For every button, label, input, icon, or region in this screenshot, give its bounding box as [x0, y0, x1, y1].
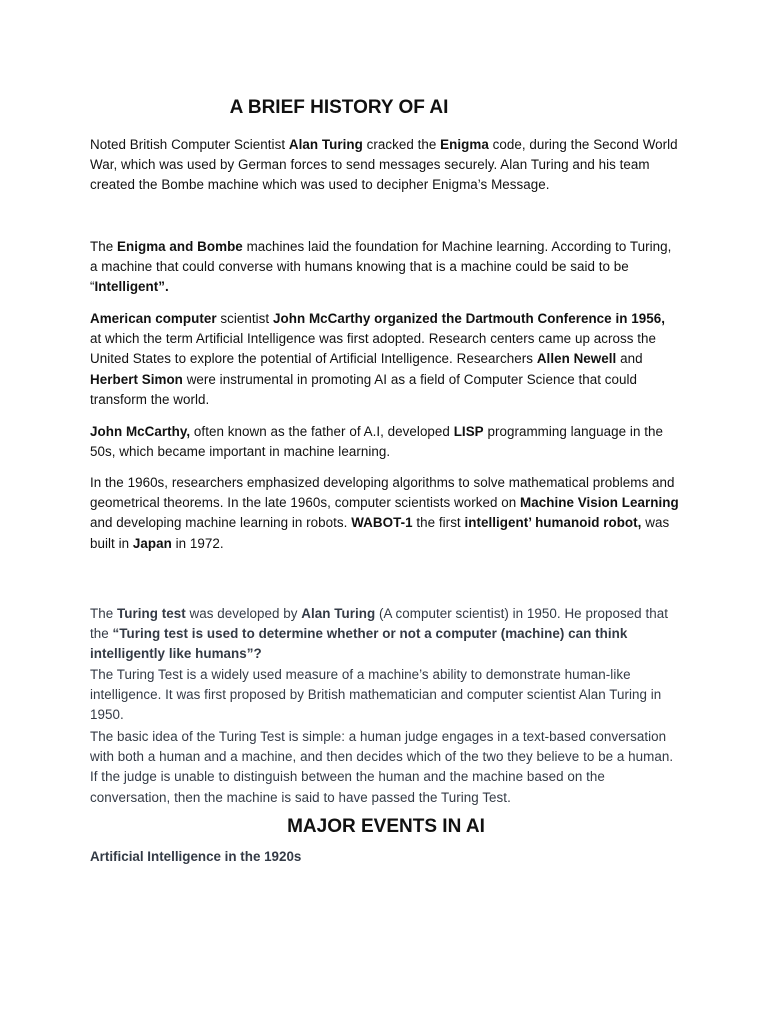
subheading-1920s: Artificial Intelligence in the 1920s: [90, 849, 302, 864]
bold-run: Alan Turing: [301, 606, 376, 621]
bold-run: WABOT-1: [351, 515, 413, 531]
text-run: scientist: [216, 311, 273, 326]
text-run: (A computer scientist) in 1950. He proposed that the: [90, 606, 668, 642]
text-run: often known as the father of A.I, developed: [190, 424, 454, 439]
text-run: and: [616, 351, 643, 367]
text-run: was developed by: [185, 606, 302, 621]
bold-run: Allen Newell: [536, 351, 617, 367]
bold-run: “Turing test is used to determine whether or not a computer (machine) can think intelligently like humans”?: [90, 626, 628, 662]
section-heading: MAJOR EVENTS IN AI: [287, 816, 485, 837]
paragraph-dartmouth: [90, 309, 680, 410]
bold-run: American computer: [90, 311, 217, 326]
text-run: in 1972.: [171, 535, 224, 551]
bold-run: intelligent’ humanoid robot,: [464, 515, 642, 531]
bold-run: John McCarthy,: [90, 424, 191, 439]
paragraph-enigma: [90, 135, 680, 196]
bold-run: Herbert Simon: [90, 371, 183, 387]
bold-run: Enigma and Bombe: [117, 239, 243, 254]
bold-run: Intelligent”.: [94, 279, 169, 295]
page-title: A BRIEF HISTORY OF AI: [229, 97, 449, 118]
text-run: Noted British Computer Scientist: [90, 137, 289, 152]
text-run: The Turing Test is a widely used measure of a machine’s ability to demonstrate human-like intelligence. It was first proposed by British mathematician and computer scientist Alan Turing in 1950.: [90, 666, 662, 723]
bold-run: Enigma: [440, 137, 489, 152]
bold-run: John McCarthy organized the Dartmouth Conference in 1956,: [272, 311, 665, 326]
text-run: The: [90, 606, 117, 621]
paragraph-turing-test: [90, 604, 680, 725]
text-run: and developing machine learning in robots.: [90, 515, 352, 531]
paragraph-bombe: [90, 237, 680, 298]
text-run: was built in: [90, 515, 670, 551]
bold-run: Machine Vision Learning: [520, 495, 679, 511]
paragraph-1960s: [90, 473, 680, 554]
text-run: the first: [412, 515, 465, 531]
text-run: programming language in the 50s, which became important in machine learning.: [90, 424, 663, 460]
text-run: code, during the Second World War, which was used by German forces to send messages securely. Alan Turing and his team created the Bombe machine which was used to decipher Enigma’s Message.: [90, 137, 678, 193]
bold-run: Japan: [132, 535, 172, 551]
bold-run: LISP: [453, 424, 484, 439]
bold-run: Turing test: [117, 606, 186, 621]
paragraph-lisp: [90, 422, 680, 462]
text-run: were instrumental in promoting AI as a field of Computer Science that could transform the world.: [90, 371, 638, 407]
text-run: The: [90, 239, 117, 254]
text-run: cracked the: [362, 137, 441, 152]
text-run: In the 1960s, researchers emphasized developing algorithms to solve mathematical problems and geometrical theorems. In the late 1960s, computer scientists worked on: [90, 475, 675, 511]
paragraph-turing-idea: The basic idea of the Turing Test is simple: a human judge engages in a text-based conversation with both a human and a machine, and then decides which of the two they believe to be a human. If the judge is unable to distinguish between the human and the machine based on the conversation, then the machine is said to have passed the Turing Test.: [90, 729, 674, 805]
bold-run: Alan Turing: [288, 137, 363, 152]
text-run: machines laid the foundation for Machine learning. According to Turing, a machine that could converse with humans knowing that is a machine could be said to be “: [90, 239, 672, 295]
text-run: at which the term Artificial Intelligence was first adopted. Research centers came up across the United States to explore the potential of Artificial Intelligence. Researchers: [90, 331, 656, 367]
